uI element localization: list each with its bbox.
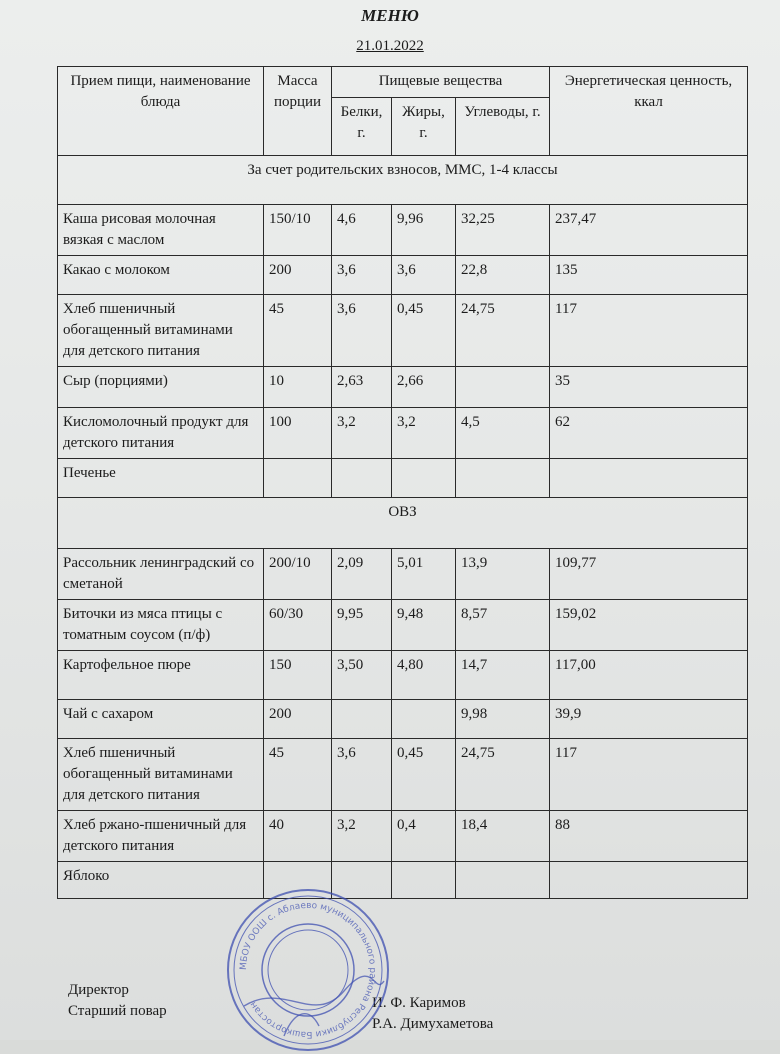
fat-cell: 2,66: [392, 367, 456, 408]
section-row: [58, 498, 748, 549]
portion-mass-cell: 10: [264, 367, 332, 408]
table-row: [58, 549, 748, 600]
table-row: [58, 459, 748, 498]
carbs-cell: 24,75: [456, 295, 550, 367]
cook-label: Старший повар: [68, 1003, 167, 1019]
fat-cell: [392, 700, 456, 739]
portion-mass-cell: 200: [264, 256, 332, 295]
portion-mass-cell: 200: [264, 700, 332, 739]
energy-cell: 35: [550, 367, 748, 408]
protein-cell: 9,95: [332, 600, 392, 651]
dish-name-cell: Хлеб пшеничный обогащенный витаминами для детского питания: [58, 739, 264, 811]
dish-name-cell: Хлеб ржано-пшеничный для детского питания: [58, 811, 264, 862]
header-name: Прием пищи, наименование блюда: [58, 67, 264, 156]
portion-mass-cell: 40: [264, 811, 332, 862]
dish-name-cell: Кисломолочный продукт для детского питания: [58, 408, 264, 459]
protein-cell: 4,6: [332, 205, 392, 256]
portion-mass-cell: 200/10: [264, 549, 332, 600]
carbs-cell: 13,9: [456, 549, 550, 600]
protein-cell: 3,6: [332, 256, 392, 295]
header-row: [58, 67, 748, 98]
section-title-ovz: ОВЗ: [58, 498, 748, 549]
carbs-cell: 4,5: [456, 408, 550, 459]
protein-cell: 3,6: [332, 739, 392, 811]
header-fat: Жиры, г.: [392, 98, 456, 156]
energy-cell: 117,00: [550, 651, 748, 700]
header-carbs: Углеводы, г.: [456, 98, 550, 156]
portion-mass-cell: 45: [264, 295, 332, 367]
document-title: МЕНЮ: [361, 6, 419, 25]
protein-cell: 3,6: [332, 295, 392, 367]
carbs-cell: 24,75: [456, 739, 550, 811]
protein-cell: 2,09: [332, 549, 392, 600]
protein-cell: 3,2: [332, 408, 392, 459]
director-name: И. Ф. Каримов: [372, 995, 466, 1011]
cook-name: Р.А. Димухаметова: [372, 1016, 494, 1032]
header-energy: Энергетическая ценность, ккал: [550, 67, 748, 156]
carbs-cell: [456, 459, 550, 498]
table-row: [58, 600, 748, 651]
header-protein: Белки, г.: [332, 98, 392, 156]
signature-labels: [68, 980, 167, 1022]
fat-cell: [392, 862, 456, 899]
protein-cell: 3,50: [332, 651, 392, 700]
fat-cell: 0,4: [392, 811, 456, 862]
protein-cell: [332, 459, 392, 498]
table-row: [58, 295, 748, 367]
dish-name-cell: Картофельное пюре: [58, 651, 264, 700]
carbs-cell: 8,57: [456, 600, 550, 651]
energy-cell: 135: [550, 256, 748, 295]
carbs-cell: [456, 367, 550, 408]
table-row: [58, 700, 748, 739]
carbs-cell: 32,25: [456, 205, 550, 256]
table-row: [58, 811, 748, 862]
energy-cell: 88: [550, 811, 748, 862]
section2-body: [58, 549, 748, 899]
energy-cell: 237,47: [550, 205, 748, 256]
energy-cell: 117: [550, 295, 748, 367]
dish-name-cell: Чай с сахаром: [58, 700, 264, 739]
fat-cell: [392, 459, 456, 498]
protein-cell: 3,2: [332, 811, 392, 862]
energy-cell: 159,02: [550, 600, 748, 651]
fat-cell: 9,48: [392, 600, 456, 651]
carbs-cell: 18,4: [456, 811, 550, 862]
table-row: [58, 367, 748, 408]
fat-cell: 0,45: [392, 739, 456, 811]
fat-cell: 5,01: [392, 549, 456, 600]
director-label: Директор: [68, 982, 129, 998]
dish-name-cell: Биточки из мяса птицы с томатным соусом (п/ф): [58, 600, 264, 651]
official-stamp-icon: [224, 886, 392, 1054]
header-nutrients: Пищевые вещества: [332, 67, 550, 98]
header-mass: Масса порции: [264, 67, 332, 156]
fat-cell: 9,96: [392, 205, 456, 256]
protein-cell: 2,63: [332, 367, 392, 408]
section-title-parents: За счет родительских взносов, ММС, 1-4 классы: [58, 156, 748, 205]
portion-mass-cell: [264, 459, 332, 498]
svg-text:МБОУ ООШ с. Аблаево муниципаль: МБОУ ООШ с. Аблаево муниципального района Республики Башкортостан: [238, 900, 378, 1040]
fat-cell: 0,45: [392, 295, 456, 367]
dish-name-cell: Хлеб пшеничный обогащенный витаминами для детского питания: [58, 295, 264, 367]
energy-cell: [550, 862, 748, 899]
energy-cell: 39,9: [550, 700, 748, 739]
fat-cell: 3,2: [392, 408, 456, 459]
energy-cell: [550, 459, 748, 498]
dish-name-cell: Сыр (порциями): [58, 367, 264, 408]
portion-mass-cell: 45: [264, 739, 332, 811]
fat-cell: 4,80: [392, 651, 456, 700]
table-row: [58, 739, 748, 811]
table-row: [58, 651, 748, 700]
dish-name-cell: Рассольник ленинградский со сметаной: [58, 549, 264, 600]
energy-cell: 109,77: [550, 549, 748, 600]
portion-mass-cell: 150/10: [264, 205, 332, 256]
protein-cell: [332, 700, 392, 739]
table-row: [58, 256, 748, 295]
menu-table: [57, 66, 748, 899]
portion-mass-cell: 60/30: [264, 600, 332, 651]
fat-cell: 3,6: [392, 256, 456, 295]
energy-cell: 117: [550, 739, 748, 811]
carbs-cell: 22,8: [456, 256, 550, 295]
table-row: [58, 408, 748, 459]
document-date: 21.01.2022: [356, 38, 424, 54]
dish-name-cell: Каша рисовая молочная вязкая с маслом: [58, 205, 264, 256]
section-row: [58, 156, 748, 205]
dish-name-cell: Яблоко: [58, 862, 264, 899]
carbs-cell: [456, 862, 550, 899]
energy-cell: 62: [550, 408, 748, 459]
carbs-cell: 9,98: [456, 700, 550, 739]
carbs-cell: 14,7: [456, 651, 550, 700]
portion-mass-cell: 100: [264, 408, 332, 459]
dish-name-cell: Какао с молоком: [58, 256, 264, 295]
dish-name-cell: Печенье: [58, 459, 264, 498]
portion-mass-cell: 150: [264, 651, 332, 700]
section1-body: [58, 205, 748, 498]
table-row: [58, 862, 748, 899]
table-row: [58, 205, 748, 256]
